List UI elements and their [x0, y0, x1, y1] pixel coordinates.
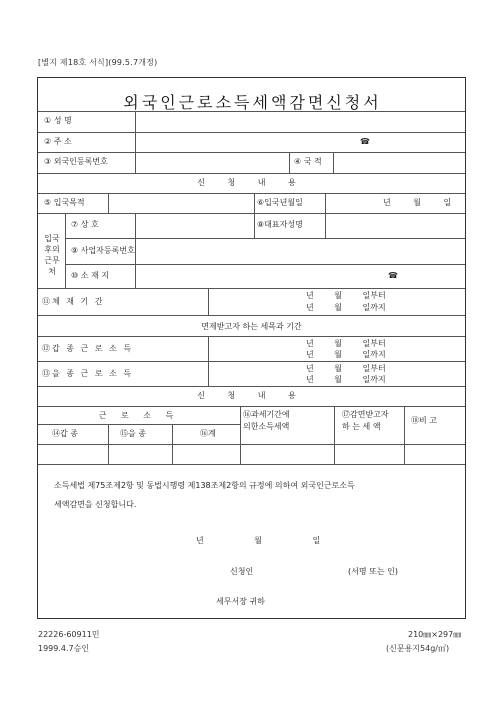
business-reg-label: ⑨ 사업자등록번호	[71, 246, 135, 255]
form-number: [별지 제18호 서식](99.5.7개정)	[38, 58, 158, 67]
footer-paper: (신문용지54g/㎡)	[386, 644, 450, 653]
footer-code: 22226-60911민	[38, 630, 100, 639]
footer-approved: 1999.4.7승인	[38, 644, 90, 653]
entry-date-label: ⑥입국년월일	[257, 198, 303, 207]
type-b-to: 년 월 일까지	[306, 375, 386, 384]
location-label: ⑩ 소 재 지	[71, 271, 109, 280]
company-name-label: ⑦ 상 호	[71, 220, 99, 229]
applicant-label: 신청인	[230, 567, 254, 576]
entry-purpose-label: ⑤ 입국목적	[44, 198, 85, 207]
entry-date-units: 년 월 일	[383, 198, 462, 207]
footer-size: 210㎜×297㎜	[408, 630, 462, 639]
col-total-heading: ⑯계	[200, 429, 216, 438]
taxable-income-heading: ⑯과세기간에	[243, 410, 290, 419]
application-form	[37, 77, 466, 619]
type-a-from: 년 월 일부터	[306, 339, 386, 348]
type-a-to: 년 월 일까지	[306, 350, 386, 359]
workplace-label: 입국후의근무처	[44, 234, 60, 276]
signature-label: (서명 또는 인)	[348, 567, 398, 576]
application-content-heading: 신 청 내 용	[197, 178, 306, 187]
type-b-from: 년 월 일부터	[306, 364, 386, 373]
exempt-request-heading-2: 하 는 세 액	[342, 422, 381, 431]
address-label: ② 주 소	[44, 137, 72, 146]
representative-label: ⑧대표자성명	[257, 220, 303, 229]
stay-period-label: ⑪체 재 기 간	[42, 297, 105, 306]
exempt-section-heading: 면제받고자 하는 세목과 기간	[201, 322, 302, 331]
col-b-heading: ⑮을 종	[120, 429, 146, 438]
nationality-label: ④ 국 적	[294, 157, 322, 166]
name-label: ① 성 명	[44, 116, 72, 125]
date-line: 년 월 일	[196, 536, 345, 545]
taxable-income-heading-2: 의한소득세액	[243, 422, 290, 431]
phone-icon: ☎	[360, 137, 370, 146]
statement-text: 소득세법 제75조제2항 및 동법시행령 제138조제2항의 규정에 의하여 외국인근로소득	[54, 481, 355, 490]
type-a-label: ⑫갑 종 근 로 소 득	[42, 344, 134, 353]
stay-period-from: 년 월 일부터	[306, 291, 386, 300]
remarks-heading: ⑱비 고	[411, 416, 437, 425]
application-content-heading-2: 신 청 내 용	[197, 391, 306, 400]
exempt-request-heading: ⑰감면받고자	[342, 410, 389, 419]
form-title: 외국인근로소득세액감면신청서	[123, 93, 382, 112]
type-b-label: ⑬을 종 근 로 소 득	[42, 369, 134, 378]
alien-reg-label: ③ 외국인등록번호	[44, 157, 108, 166]
col-a-heading: ⑭갑 종	[52, 429, 78, 438]
phone-icon-2: ☎	[388, 271, 398, 280]
statement-text-2: 세액감면을 신청합니다.	[54, 500, 137, 509]
stay-period-to: 년 월 일까지	[306, 303, 386, 312]
recipient-label: 세무서장 귀하	[216, 597, 265, 606]
earned-income-heading: 근 로 소 득	[98, 411, 180, 420]
